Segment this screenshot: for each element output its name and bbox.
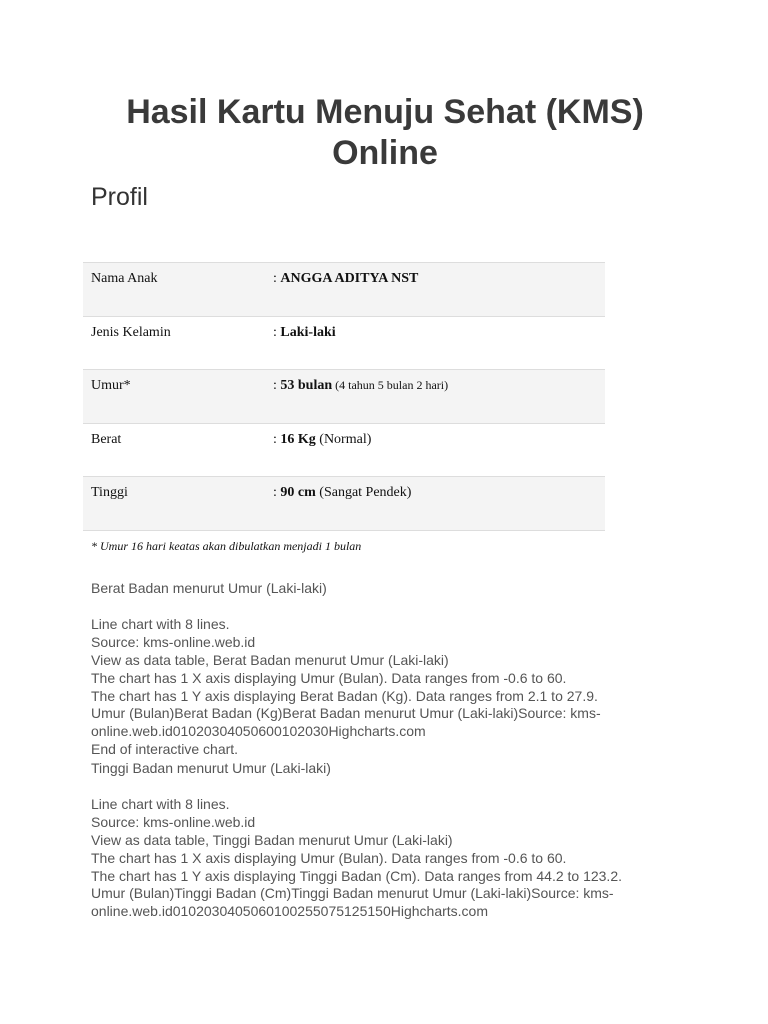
chart-description-line: Line chart with 8 lines.: [91, 615, 230, 632]
chart-description-line: Source: kms-online.web.id: [91, 633, 256, 650]
profile-value-cell: [265, 423, 605, 477]
profile-label: Tinggi: [83, 477, 265, 531]
profile-value: Laki-laki: [280, 324, 336, 340]
chart-description-line: The chart has 1 X axis displaying Umur (Bulan). Data ranges from -0.6 to 60.: [91, 669, 567, 686]
profile-label: Jenis Kelamin: [83, 316, 265, 370]
chart-description-line: Line chart with 8 lines.: [91, 795, 230, 812]
profile-value-note: (4 tahun 5 bulan 2 hari): [332, 378, 449, 393]
profile-value-cell: [265, 477, 605, 531]
chart-description-line: online.web.id0102030405060100255075125150Highcharts.com: [91, 903, 488, 920]
chart-description-line: The chart has 1 Y axis displaying Tinggi Badan (Cm). Data ranges from 44.2 to 123.2.: [91, 867, 622, 884]
chart-title: Berat Badan menurut Umur (Laki-laki): [91, 580, 327, 596]
profile-value-cell: [265, 263, 605, 317]
chart-description-line: Umur (Bulan)Tinggi Badan (Cm)Tinggi Badan menurut Umur (Laki-laki)Source: kms-: [91, 885, 614, 902]
profile-label: Nama Anak: [83, 263, 265, 317]
profile-label: Umur*: [83, 370, 265, 424]
profile-row: [83, 423, 605, 477]
profile-separator: :: [273, 431, 281, 447]
profile-value: 53 bulan: [280, 378, 333, 394]
chart-description-line: online.web.id01020304050600102030Highcharts.com: [91, 723, 426, 740]
age-footnote: * Umur 16 hari keatas akan dibulatkan menjadi 1 bulan: [91, 539, 362, 553]
profile-row: [83, 370, 605, 424]
profile-separator: :: [273, 485, 281, 501]
profile-row: [83, 477, 605, 531]
profile-value-cell: [265, 316, 605, 370]
height-chart-description: [91, 760, 691, 921]
chart-description-line[interactable]: View as data table, Berat Badan menurut Umur (Laki-laki): [91, 651, 449, 668]
profile-row: [83, 263, 605, 317]
chart-description-line[interactable]: View as data table, Tinggi Badan menurut Umur (Laki-laki): [91, 831, 453, 848]
weight-chart-description: [91, 580, 691, 759]
profile-heading: Profil: [91, 183, 148, 211]
profile-row: [83, 316, 605, 370]
profile-value: 16 Kg: [280, 431, 316, 447]
chart-description-line: The chart has 1 Y axis displaying Berat Badan (Kg). Data ranges from 2.1 to 27.9.: [91, 687, 598, 704]
profile-value-note: (Normal): [315, 431, 372, 447]
profile-separator: :: [273, 271, 281, 286]
chart-description-line: The chart has 1 X axis displaying Umur (Bulan). Data ranges from -0.6 to 60.: [91, 849, 567, 866]
profile-separator: :: [273, 378, 281, 394]
profile-value-cell: [265, 370, 605, 424]
chart-description-line: Source: kms-online.web.id: [91, 813, 256, 830]
chart-title: Tinggi Badan menurut Umur (Laki-laki): [91, 760, 331, 776]
profile-value-note: (Sangat Pendek): [315, 485, 412, 501]
chart-description-line: End of interactive chart.: [91, 741, 239, 758]
page-title: Hasil Kartu Menuju Sehat (KMS) Online: [126, 93, 644, 172]
profile-value: 90 cm: [280, 485, 316, 501]
profile-value: ANGGA ADITYA NST: [280, 271, 419, 286]
profile-table: [83, 262, 605, 531]
chart-description-line: Umur (Bulan)Berat Badan (Kg)Berat Badan menurut Umur (Laki-laki)Source: kms-: [91, 705, 601, 722]
profile-separator: :: [273, 324, 281, 340]
profile-label: Berat: [83, 423, 265, 477]
